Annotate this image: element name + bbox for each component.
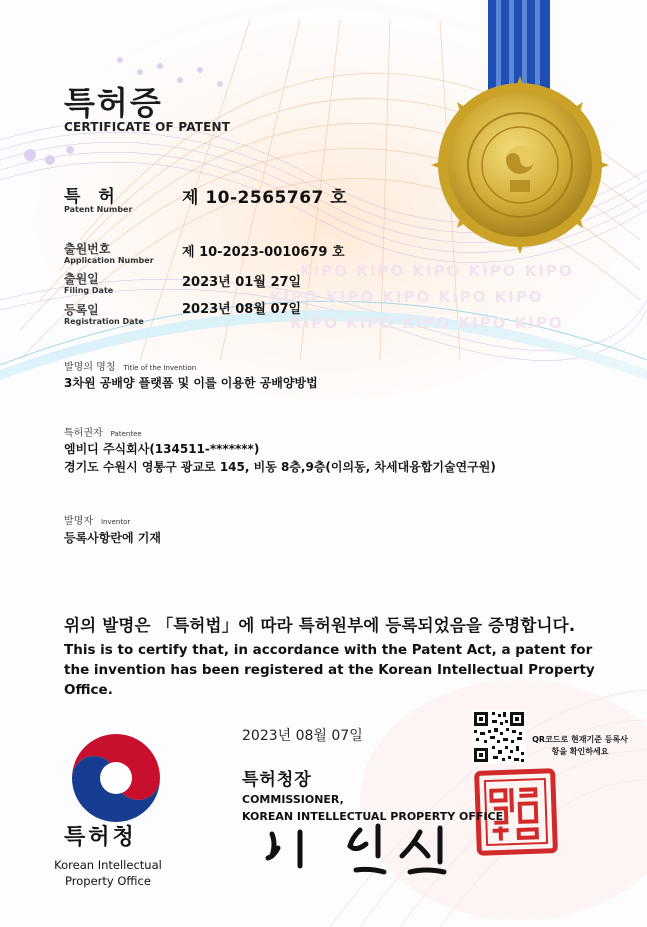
filing-date-label-en: Filing Date — [64, 286, 114, 295]
issue-date: 2023년 08월 07일 — [242, 728, 363, 744]
patentee-address: 경기도 수원시 영통구 광교로 145, 비동 8층,9층(이의동, 차세대융합기술연구원) — [64, 460, 496, 474]
patent-number-label-en: Patent Number — [64, 205, 133, 214]
watermark: KIPO KIPO KIPO KIPO KIPO — [290, 314, 564, 332]
certification-statement-en: This is to certify that, in accordance with the Patent Act, a patent for the invention has been registered at the Korean Intellectual Property Office. — [64, 642, 595, 698]
invention-title-value: 3차원 공배양 플랫폼 및 이를 이용한 공배양방법 — [64, 376, 318, 390]
inventor-value: 등록사항란에 기재 — [64, 531, 161, 545]
office-name-kr: 특허청 — [64, 825, 137, 850]
registration-date-label-en: Registration Date — [64, 317, 144, 326]
certification-statement-kr: 위의 발명은 「특허법」에 따라 특허원부에 등록되었음을 증명합니다. — [64, 616, 576, 635]
commissioner-title-kr: 특허청장 — [242, 770, 312, 790]
qr-code-note: QR코드로 현재기준 등록사항을 확인하세요 — [532, 735, 628, 756]
registration-date-value: 2023년 08월 07일 — [182, 302, 302, 317]
patentee-label — [64, 424, 142, 439]
commissioner-title-en-line1: COMMISSIONER, — [242, 793, 344, 806]
patent-number-value: 제 10-2565767 호 — [182, 188, 348, 208]
invention-title-label — [64, 358, 196, 373]
filing-date-value: 2023년 01월 27일 — [182, 275, 302, 290]
filing-date-label: 출원일 — [64, 272, 99, 286]
application-number-label-en: Application Number — [64, 256, 154, 265]
kipo-logo-icon — [72, 734, 160, 822]
patentee-label-en: Patentee — [110, 430, 142, 438]
application-number-value: 제 10-2023-0010679 호 — [182, 245, 345, 260]
application-number-label: 출원번호 — [64, 242, 111, 256]
qr-code-icon — [472, 710, 526, 764]
invention-title-label-kr: 발명의 명칭 — [64, 362, 116, 373]
commissioner-title-en-line2: KOREAN INTELLECTUAL PROPERTY OFFICE — [242, 810, 504, 823]
registration-date-label: 등록일 — [64, 303, 99, 317]
office-name-en: Korean Intellectual Property Office — [54, 858, 162, 888]
inventor-label-kr: 발명자 — [64, 516, 93, 527]
signature-text — [262, 832, 266, 833]
invention-title-label-en: Title of the Invention — [123, 364, 197, 372]
gold-seal-icon — [431, 76, 609, 254]
patentee-name: 엠비디 주식회사(134511-*******) — [64, 442, 260, 456]
page-title: 특허증 — [64, 84, 163, 122]
watermark: KIPO KIPO KIPO KIPO KIPO — [270, 288, 544, 306]
inventor-label-en: Inventor — [100, 518, 131, 526]
watermark: KIPO KIPO KIPO KIPO KIPO — [300, 262, 574, 280]
inventor-label — [64, 512, 130, 527]
page-subtitle: CERTIFICATE OF PATENT — [64, 120, 231, 134]
patentee-label-kr: 특허권자 — [64, 428, 103, 439]
commissioner-title-en — [242, 791, 503, 825]
patent-number-label: 특 허 — [64, 187, 121, 207]
